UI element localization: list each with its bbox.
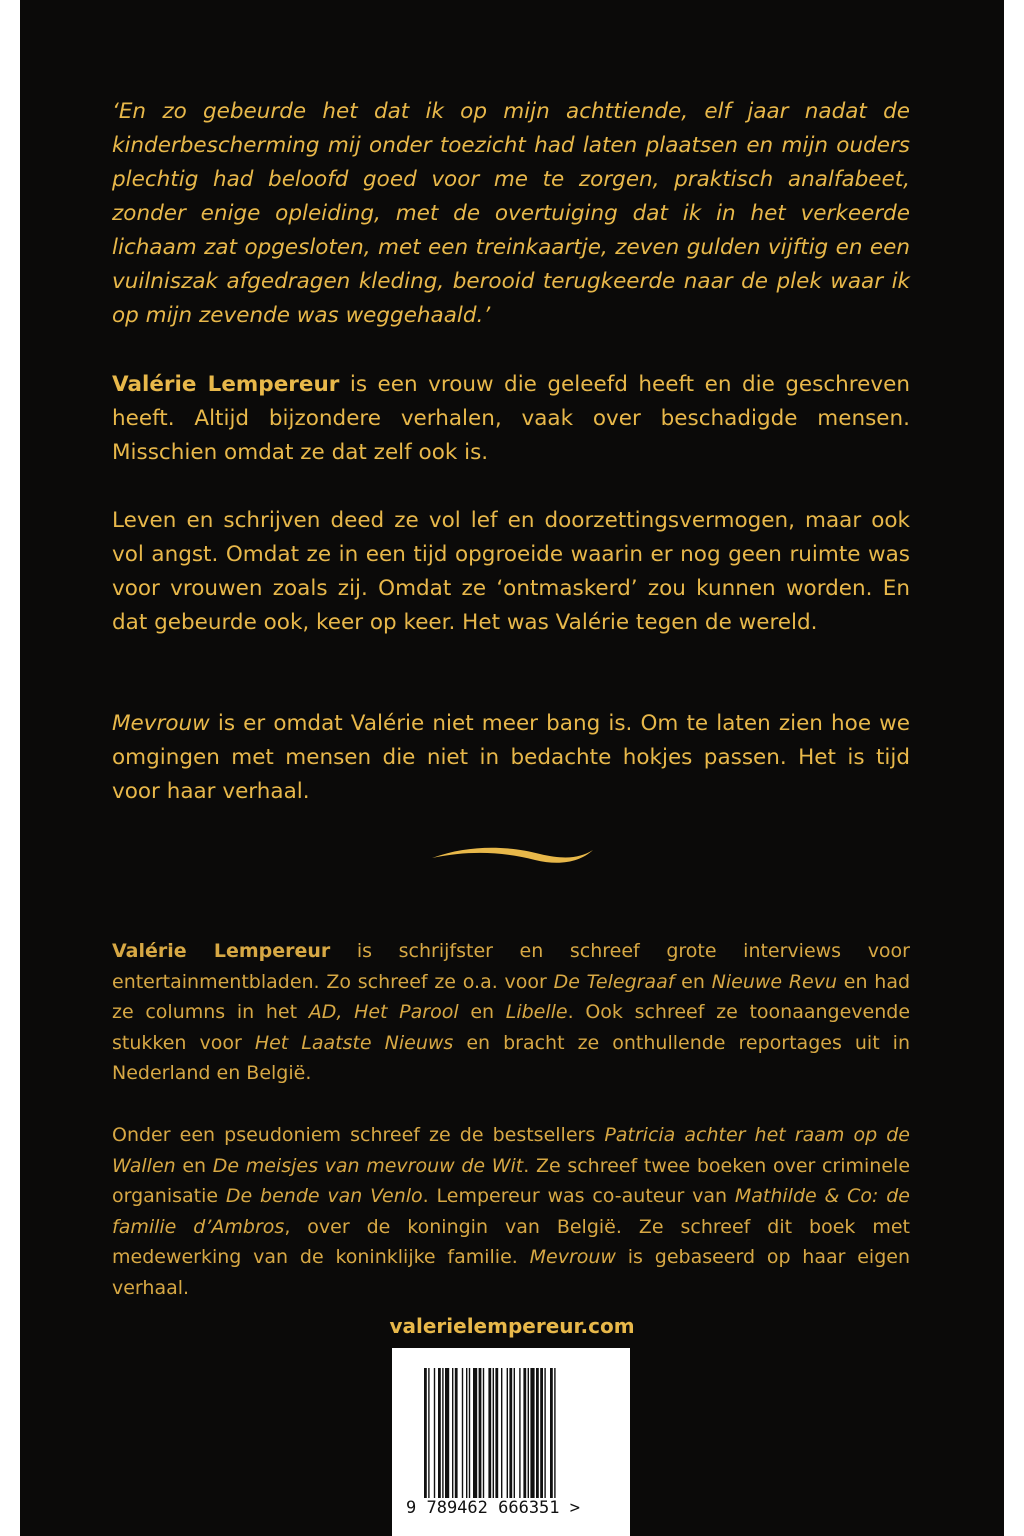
author-bio-books [112, 1120, 910, 1303]
bio-text: en [458, 1001, 506, 1023]
intro-paragraph [112, 368, 910, 470]
barcode-bar [528, 1368, 529, 1498]
barcode-bar [442, 1368, 443, 1498]
author-name: Valérie Lempereur [112, 372, 340, 397]
book-title: De bende van Venlo [225, 1185, 423, 1207]
barcode-bar [466, 1368, 467, 1498]
bio-text: , over de koningin van België. Ze schreef dit boek met medewerking van de koninklijke familie. [112, 1215, 910, 1268]
publication-title: Nieuwe Revu [711, 970, 838, 993]
author-bio [112, 936, 910, 1089]
barcode-bar [554, 1368, 555, 1498]
barcode-bar [514, 1368, 515, 1498]
bio-text: en bracht ze onthullende reportages uit in Nederland en België. [112, 1031, 910, 1084]
barcode-bar [507, 1368, 508, 1498]
bio-text: . Ze schreef twee boeken over criminele organisatie [112, 1154, 911, 1207]
barcode-bar [424, 1368, 427, 1498]
bio-text: is schrijfster en schreef grote interviews voor entertainmentbladen. Zo schreef ze o.a. voor [112, 940, 910, 993]
barcode-bar [519, 1368, 520, 1498]
bio-text: en [674, 970, 712, 993]
barcode-bar [462, 1368, 463, 1498]
barcode [392, 1348, 630, 1536]
barcode-bar [479, 1368, 482, 1498]
third-paragraph [112, 707, 910, 809]
barcode-bar [473, 1368, 477, 1498]
publication-title: Het Laatste Nieuws [254, 1031, 454, 1054]
book-title: Mevrouw [529, 1246, 616, 1268]
intro-text: is een vrouw die geleefd heeft en die geschreven heeft. Altijd bijzondere verhalen, vaak over beschadigde mensen. Misschien omdat ze dat zelf ook is. [112, 372, 910, 465]
barcode-bar [544, 1368, 545, 1498]
barcode-bar [445, 1368, 449, 1498]
barcode-bar [523, 1368, 526, 1498]
barcode-bar [550, 1368, 553, 1498]
barcode-bar [530, 1368, 534, 1498]
isbn-number: 9 789462 666351 > [406, 1498, 580, 1518]
bio-text: . Ook schreef ze toonaangevende stukken voor [112, 1001, 911, 1054]
barcode-bar [493, 1368, 494, 1498]
barcode-bar [488, 1368, 491, 1498]
bio-text: Onder een pseudoniem schreef ze de bestsellers [112, 1124, 605, 1146]
bio-text: . Lempereur was co-auteur van [422, 1185, 735, 1207]
barcode-bar [495, 1368, 498, 1498]
book-title: Mathilde & Co: de familie d’Ambros [112, 1185, 910, 1238]
bio-text: is gebaseerd op haar eigen verhaal. [112, 1246, 911, 1299]
barcode-bar [452, 1368, 453, 1498]
barcode-bars [422, 1368, 602, 1498]
publication-title: Libelle [505, 1001, 568, 1023]
bio-text: en had ze columns in het [112, 970, 911, 1023]
bio-text: en [175, 1154, 213, 1177]
book-title: Patricia achter het raam op de Wallen [112, 1124, 910, 1177]
barcode-bar [536, 1368, 539, 1498]
publication-title: De Telegraaf [553, 970, 675, 993]
barcode-bar [501, 1368, 502, 1498]
barcode-bar [455, 1368, 458, 1498]
barcode-bar [509, 1368, 512, 1498]
barcode-bar [540, 1368, 543, 1498]
barcode-bar [438, 1368, 441, 1498]
bio-author-name: Valérie Lempereur [112, 940, 331, 962]
decorative-swash-icon [430, 840, 595, 868]
book-title: Mevrouw [112, 711, 210, 736]
barcode-bar [469, 1368, 470, 1498]
third-text: is er omdat Valérie niet meer bang is. Om te laten zien hoe we omgingen met mensen die niet in bedachte hokjes passen. Het is tijd voor haar verhaal. [112, 711, 910, 804]
barcode-bar [428, 1368, 429, 1498]
book-title: De meisjes van mevrouw de Wit [212, 1154, 524, 1177]
website-link[interactable]: valerielempereur.com [389, 1314, 635, 1338]
opening-quote: ‘En zo gebeurde het dat ik op mijn achttiende, elf jaar nadat de kinderbescherming mij onder toezicht had laten plaatsen en mijn ouders plechtig had beloofd goed voor me te zorgen, praktisch analfabeet, zonder enige opleiding, met de overtuiging dat ik in het verkeerde lichaam zat opgesloten, met een treinkaartje, zeven gulden vijftig en een vuilniszak afgedragen kleding, berooid terugkeerde naar de plek waar ik op mijn zevende was weggehaald.’ [112, 99, 910, 328]
publication-title: AD, Het Parool [308, 1001, 459, 1023]
barcode-bar [483, 1368, 484, 1498]
second-paragraph: Leven en schrijven deed ze vol lef en doorzettingsvermogen, maar ook vol angst. Omdat ze in een tijd opgroeide waarin er nog geen ruimte was voor vrouwen zoals zij. Omdat ze ‘ontmaskerd’ zou kunnen worden. En dat gebeurde ook, keer op keer. Het was Valérie tegen de wereld. [112, 508, 910, 635]
barcode-bar [434, 1368, 435, 1498]
